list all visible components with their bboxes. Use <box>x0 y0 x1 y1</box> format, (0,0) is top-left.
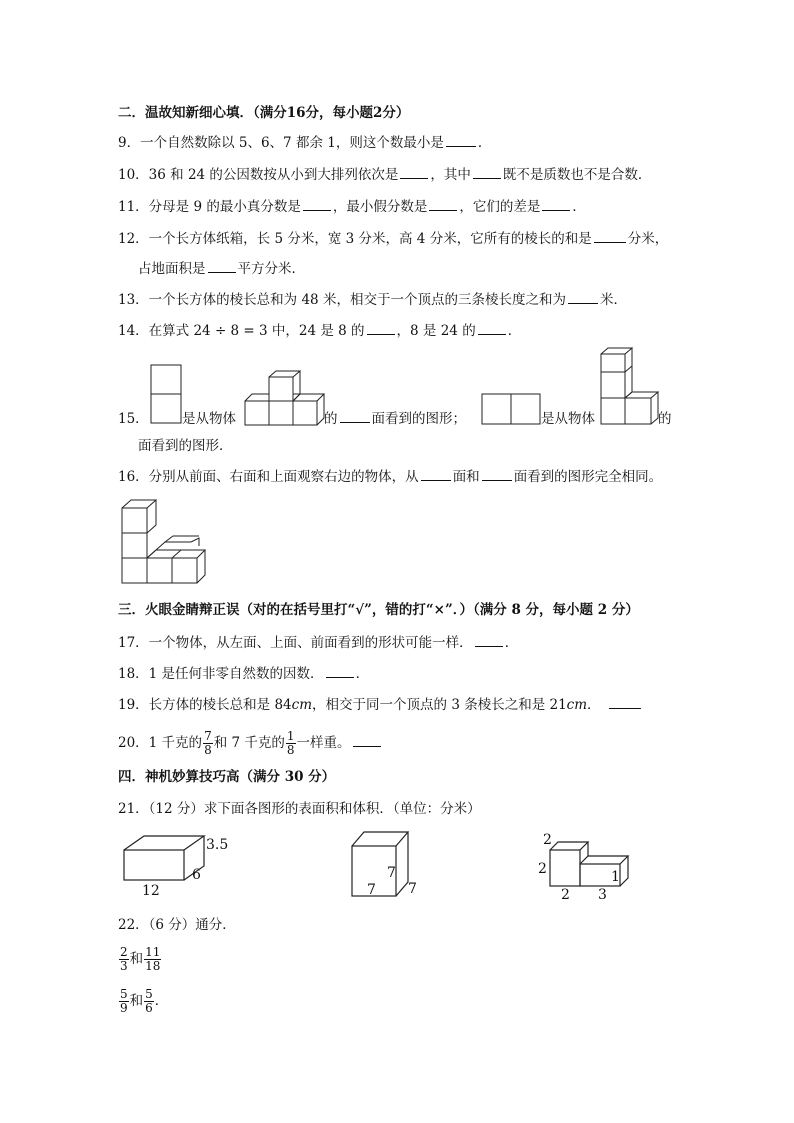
question-13: 13．一个长方体的棱长总和为 48 米，相交于一个顶点的三条棱长度之和为 米． <box>118 292 627 308</box>
solid-bottom-left-label: 2 <box>561 887 570 903</box>
answer-blank[interactable] <box>594 230 626 243</box>
cube-figure <box>350 828 412 898</box>
answer-blank[interactable] <box>353 734 381 747</box>
view-two-stacked-squares <box>150 364 182 424</box>
question-19: 19．长方体的棱长总和是 84cm，相交于同一个顶点的 3 条棱长之和是 21cm． <box>118 696 643 714</box>
question-10: 10．36 和 24 的公因数按从小到大排列依次是 ，其中 既不是质数也不是合数． <box>118 167 652 183</box>
question-14: 14．在算式 24 ÷ 8 = 3 中，24 是 8 的 ，8 是 24 的 ． <box>118 323 522 339</box>
answer-blank[interactable] <box>473 166 501 179</box>
question-15-num: 15． <box>118 411 149 427</box>
cube-object-1 <box>244 370 326 426</box>
fraction-5-6: $\frac{5}{6}$ <box>145 987 153 1015</box>
section2-heading: 二．温故知新细心填．（满分16分，每小题2分） <box>118 105 410 121</box>
answer-blank[interactable] <box>478 322 506 335</box>
fraction-7-8: $\frac{7}{8}$ <box>204 729 212 757</box>
answer-blank[interactable] <box>367 322 395 335</box>
fraction-5-9: $\frac{5}{9}$ <box>120 987 128 1015</box>
answer-blank[interactable] <box>475 634 503 647</box>
q15-text-d: 是从物体 <box>541 411 595 427</box>
question-12-cont: 占地面积是 平方分米． <box>138 261 305 277</box>
solid-bottom-right-label: 3 <box>598 887 607 903</box>
question-9: 9．一个自然数除以 5、6、7 都余 1，则这个数最小是 ． <box>118 135 492 151</box>
cube-object-3 <box>121 498 209 584</box>
q15-text-f: 面看到的图形． <box>138 438 233 454</box>
problem-22-2: $\frac{5}{9}$ 和 $\frac{5}{6}$ ． <box>120 987 169 1015</box>
cube-object-2 <box>600 347 662 425</box>
question-22: 22．（6 分）通分． <box>118 917 236 933</box>
answer-blank[interactable] <box>208 260 236 273</box>
answer-blank[interactable] <box>446 134 476 147</box>
cuboid-width-label: 6 <box>192 867 201 883</box>
solid-right-label: 1 <box>611 869 620 885</box>
question-18: 18．1 是任何非零自然数的因数． ． <box>118 666 370 682</box>
section3-heading: 三．火眼金睛辩正误（对的在括号里打“√”，错的打“×”．）（满分 8 分，每小题 2 分） <box>118 602 639 618</box>
question-11: 11．分母是 9 的最小真分数是 ，最小假分数是 ，它们的差是 ． <box>118 199 586 215</box>
question-17: 17．一个物体，从左面、上面、前面看到的形状可能一样． ． <box>118 635 519 651</box>
cube-edge-label-a: 7 <box>387 865 396 881</box>
cube-edge-label-b: 7 <box>408 881 417 897</box>
answer-blank[interactable] <box>421 468 451 481</box>
answer-blank[interactable] <box>429 198 457 211</box>
fraction-1-8: $\frac{1}{8}$ <box>286 729 295 757</box>
answer-blank[interactable] <box>303 198 331 211</box>
cuboid-height-label: 3.5 <box>206 837 229 853</box>
q15-text-e: 的 <box>658 411 672 427</box>
question-16: 16．分别从前面、右面和上面观察右边的物体，从 面和 面看到的图形完全相同。 <box>118 469 663 485</box>
question-21: 21．（12 分）求下面各图形的表面积和体积．（单位：分米） <box>118 801 481 817</box>
fraction-11-18: $\frac{11}{18}$ <box>145 945 161 973</box>
q15-text-b: 的 面看到的图形； <box>324 411 466 427</box>
question-12: 12．一个长方体纸箱，长 5 分米，宽 3 分米，高 4 分米，它所有的棱长的和是 分米， <box>118 231 669 247</box>
view-two-side-squares <box>481 393 541 425</box>
solid-top-label: 2 <box>543 832 552 848</box>
solid-left-label: 2 <box>538 861 547 877</box>
answer-blank[interactable] <box>340 410 370 423</box>
cuboid-length-label: 12 <box>142 883 160 899</box>
answer-blank[interactable] <box>568 291 598 304</box>
section4-heading: 四．神机妙算技巧高（满分 30 分） <box>118 769 336 785</box>
answer-blank[interactable] <box>482 468 512 481</box>
q15-text-a: 是从物体 <box>182 411 236 427</box>
answer-blank[interactable] <box>542 198 570 211</box>
cube-edge-label-c: 7 <box>367 882 376 898</box>
answer-blank[interactable] <box>400 166 428 179</box>
question-20: 20．1 千克的 $\frac{7}{8}$ 和 7 千克的 $\frac{1}{8}$ 一样重。 <box>118 729 383 757</box>
answer-blank[interactable] <box>326 665 354 678</box>
problem-22-1: $\frac{2}{3}$ 和 $\frac{11}{18}$ <box>120 945 161 973</box>
fraction-2-3: $\frac{2}{3}$ <box>120 945 128 973</box>
answer-blank[interactable] <box>609 696 641 709</box>
